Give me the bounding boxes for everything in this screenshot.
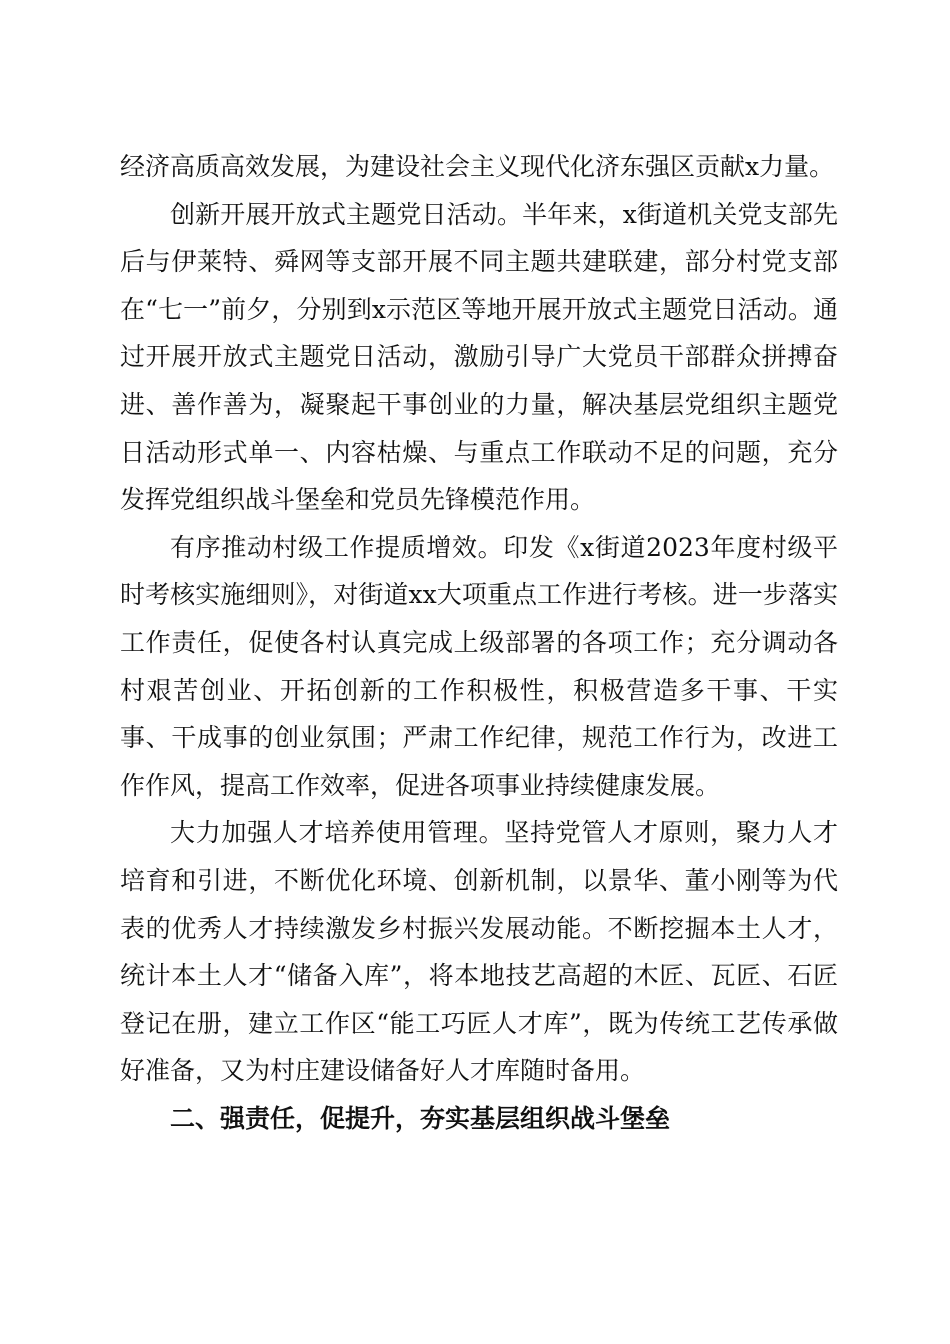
paragraph-talent-management: 大力加强人才培养使用管理。坚持党管人才原则，聚力人才培育和引进，不断优化环境、创新机制，以景华、董小刚等为代表的优秀人才持续激发乡村振兴发展动能。不断挖掘本土人才，统计本土人才“储备入库”，将本地技艺高超的木匠、瓦匠、石匠登记在册，建立工作区“能工巧匠人才库”，既为传统工艺传承做好准备，又为村庄建设储备好人才库随时备用。 <box>120 818 838 1086</box>
document-body <box>120 143 838 1142</box>
paragraph-village-work: 有序推动村级工作提质增效。印发《x街道2023年度村级平时考核实施细则》，对街道xx大项重点工作进行考核。进一步落实工作责任，促使各村认真完成上级部署的各项工作；充分调动各村艰苦创业、开拓创新的工作积极性，积极营造多干事、干实事、干成事的创业氛围；严肃工作纪律，规范工作行为，改进工作作风，提高工作效率，促进各项事业持续健康发展。 <box>120 532 838 800</box>
paragraph-open-party-day: 创新开展开放式主题党日活动。半年来，x街道机关党支部先后与伊莱特、舜网等支部开展不同主题共建联建，部分村党支部在“七一”前夕，分别到x示范区等地开展开放式主题党日活动。通过开展开放式主题党日活动，激励引导广大党员干部群众拼搏奋进、善作善为，凝聚起干事创业的力量，解决基层党组织主题党日活动形式单一、内容枯燥、与重点工作联动不足的问题，充分发挥党组织战斗堡垒和党员先锋模范作用。 <box>120 199 838 515</box>
paragraph-continuation: 经济高质高效发展，为建设社会主义现代化济东强区贡献x力量。 <box>120 152 835 181</box>
section-heading: 二、强责任，促提升，夯实基层组织战斗堡垒 <box>170 1103 671 1133</box>
